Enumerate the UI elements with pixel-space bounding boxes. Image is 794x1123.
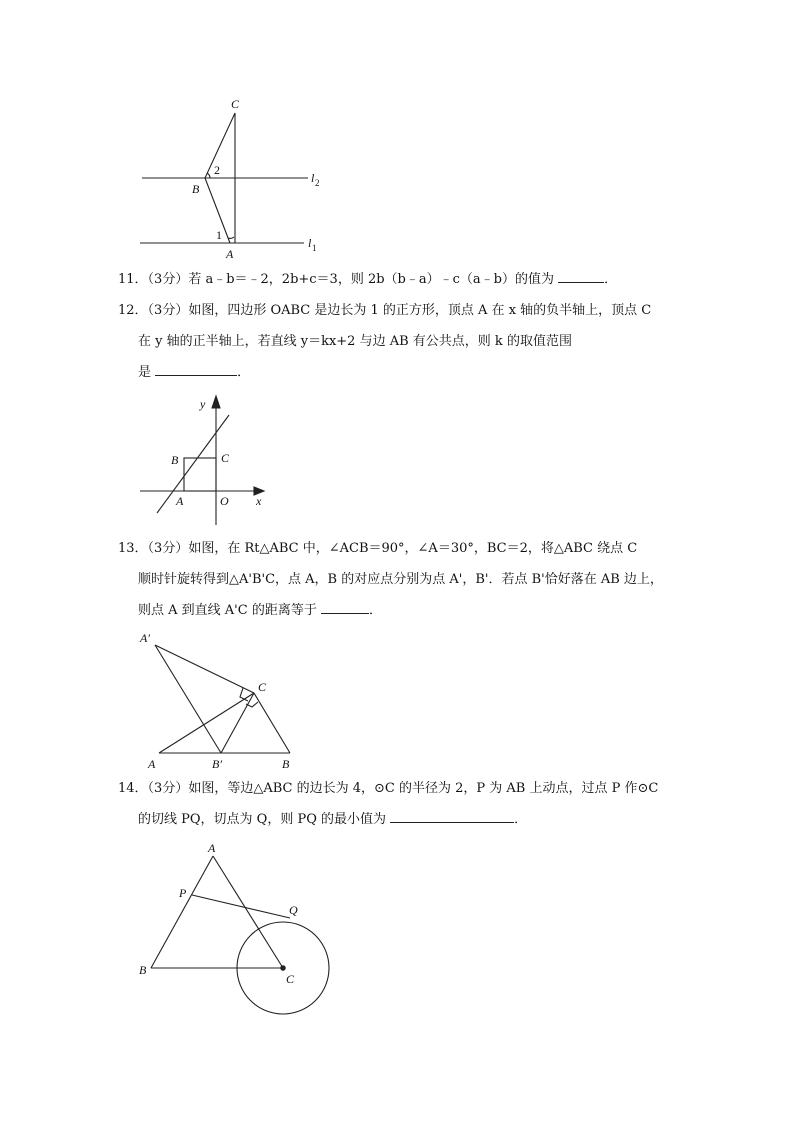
label-c: C: [286, 972, 295, 986]
label-l2-subscript: 2: [315, 178, 320, 188]
label-a: A: [148, 757, 156, 771]
label-l2: l: [311, 171, 315, 185]
question-text-line-2: 顺时针旋转得到△A'B'C，点 A，B 的对应点分别为点 A'，B'．若点 B'恰好落在 AB 边上，: [138, 572, 663, 587]
question-end: ．: [514, 812, 528, 827]
question-text-line-1: （3分）如图，在 Rt△ABC 中，∠ACB＝90°，∠A＝30°，BC＝2，将△ABC 绕点 C: [147, 541, 638, 556]
label-c: C: [258, 680, 267, 694]
label-b: B: [171, 453, 179, 467]
question-number: 12．: [118, 303, 148, 318]
label-a: A: [208, 841, 216, 855]
question-number: 14．: [118, 781, 148, 796]
label-angle-1: 1: [216, 228, 222, 242]
label-a: A: [226, 247, 234, 261]
label-b: B: [282, 757, 290, 771]
label-c: C: [221, 451, 230, 465]
label-angle-2: 2: [214, 163, 220, 177]
label-q: Q: [289, 903, 298, 917]
question-text: （3分）若 a﹣b＝﹣2，2b+c＝3，则 2b（b﹣a）﹣c（a﹣b）的值为: [147, 272, 554, 287]
label-x: x: [256, 494, 262, 508]
label-o: O: [220, 494, 229, 508]
label-b: B: [192, 182, 200, 196]
question-text-line-2: 在 y 轴的正半轴上，若直线 y＝kx+2 与边 AB 有公共点，则 k 的取值范围: [138, 334, 572, 349]
question-end: ．: [604, 272, 618, 287]
question-text-line-3: 则点 A 到直线 A'C 的距离等于: [138, 603, 317, 618]
question-text-line-1: （3分）如图，四边形 OABC 是边长为 1 的正方形，顶点 A 在 x 轴的负半轴上，顶点 C: [147, 303, 652, 318]
label-aprime: A′: [140, 631, 150, 645]
question-text-line-1: （3分）如图，等边△ABC 的边长为 4，⊙C 的半径为 2，P 为 AB 上动点，过点 P 作⊙C: [147, 781, 659, 796]
label-p: P: [179, 886, 187, 900]
label-a: A: [176, 494, 184, 508]
segment-a-c: [213, 856, 283, 968]
label-bprime: B′: [212, 757, 222, 771]
question-end: ．: [368, 603, 382, 618]
label-c: C: [231, 97, 240, 111]
label-b: B: [139, 963, 147, 977]
question-text-line-3: 是: [138, 365, 152, 380]
label-y: y: [200, 397, 206, 411]
label-l1: l: [308, 236, 312, 250]
segment-a-b: [151, 856, 213, 968]
center-dot-c: [281, 966, 285, 970]
question-number: 11．: [118, 272, 148, 287]
label-l1-subscript: 1: [312, 243, 317, 253]
tangent-p-q: [192, 895, 290, 918]
question-number: 13．: [118, 541, 148, 556]
question-text-line-2: 的切线 PQ，切点为 Q，则 PQ 的最小值为: [138, 812, 386, 827]
question-end: ．: [237, 365, 251, 380]
